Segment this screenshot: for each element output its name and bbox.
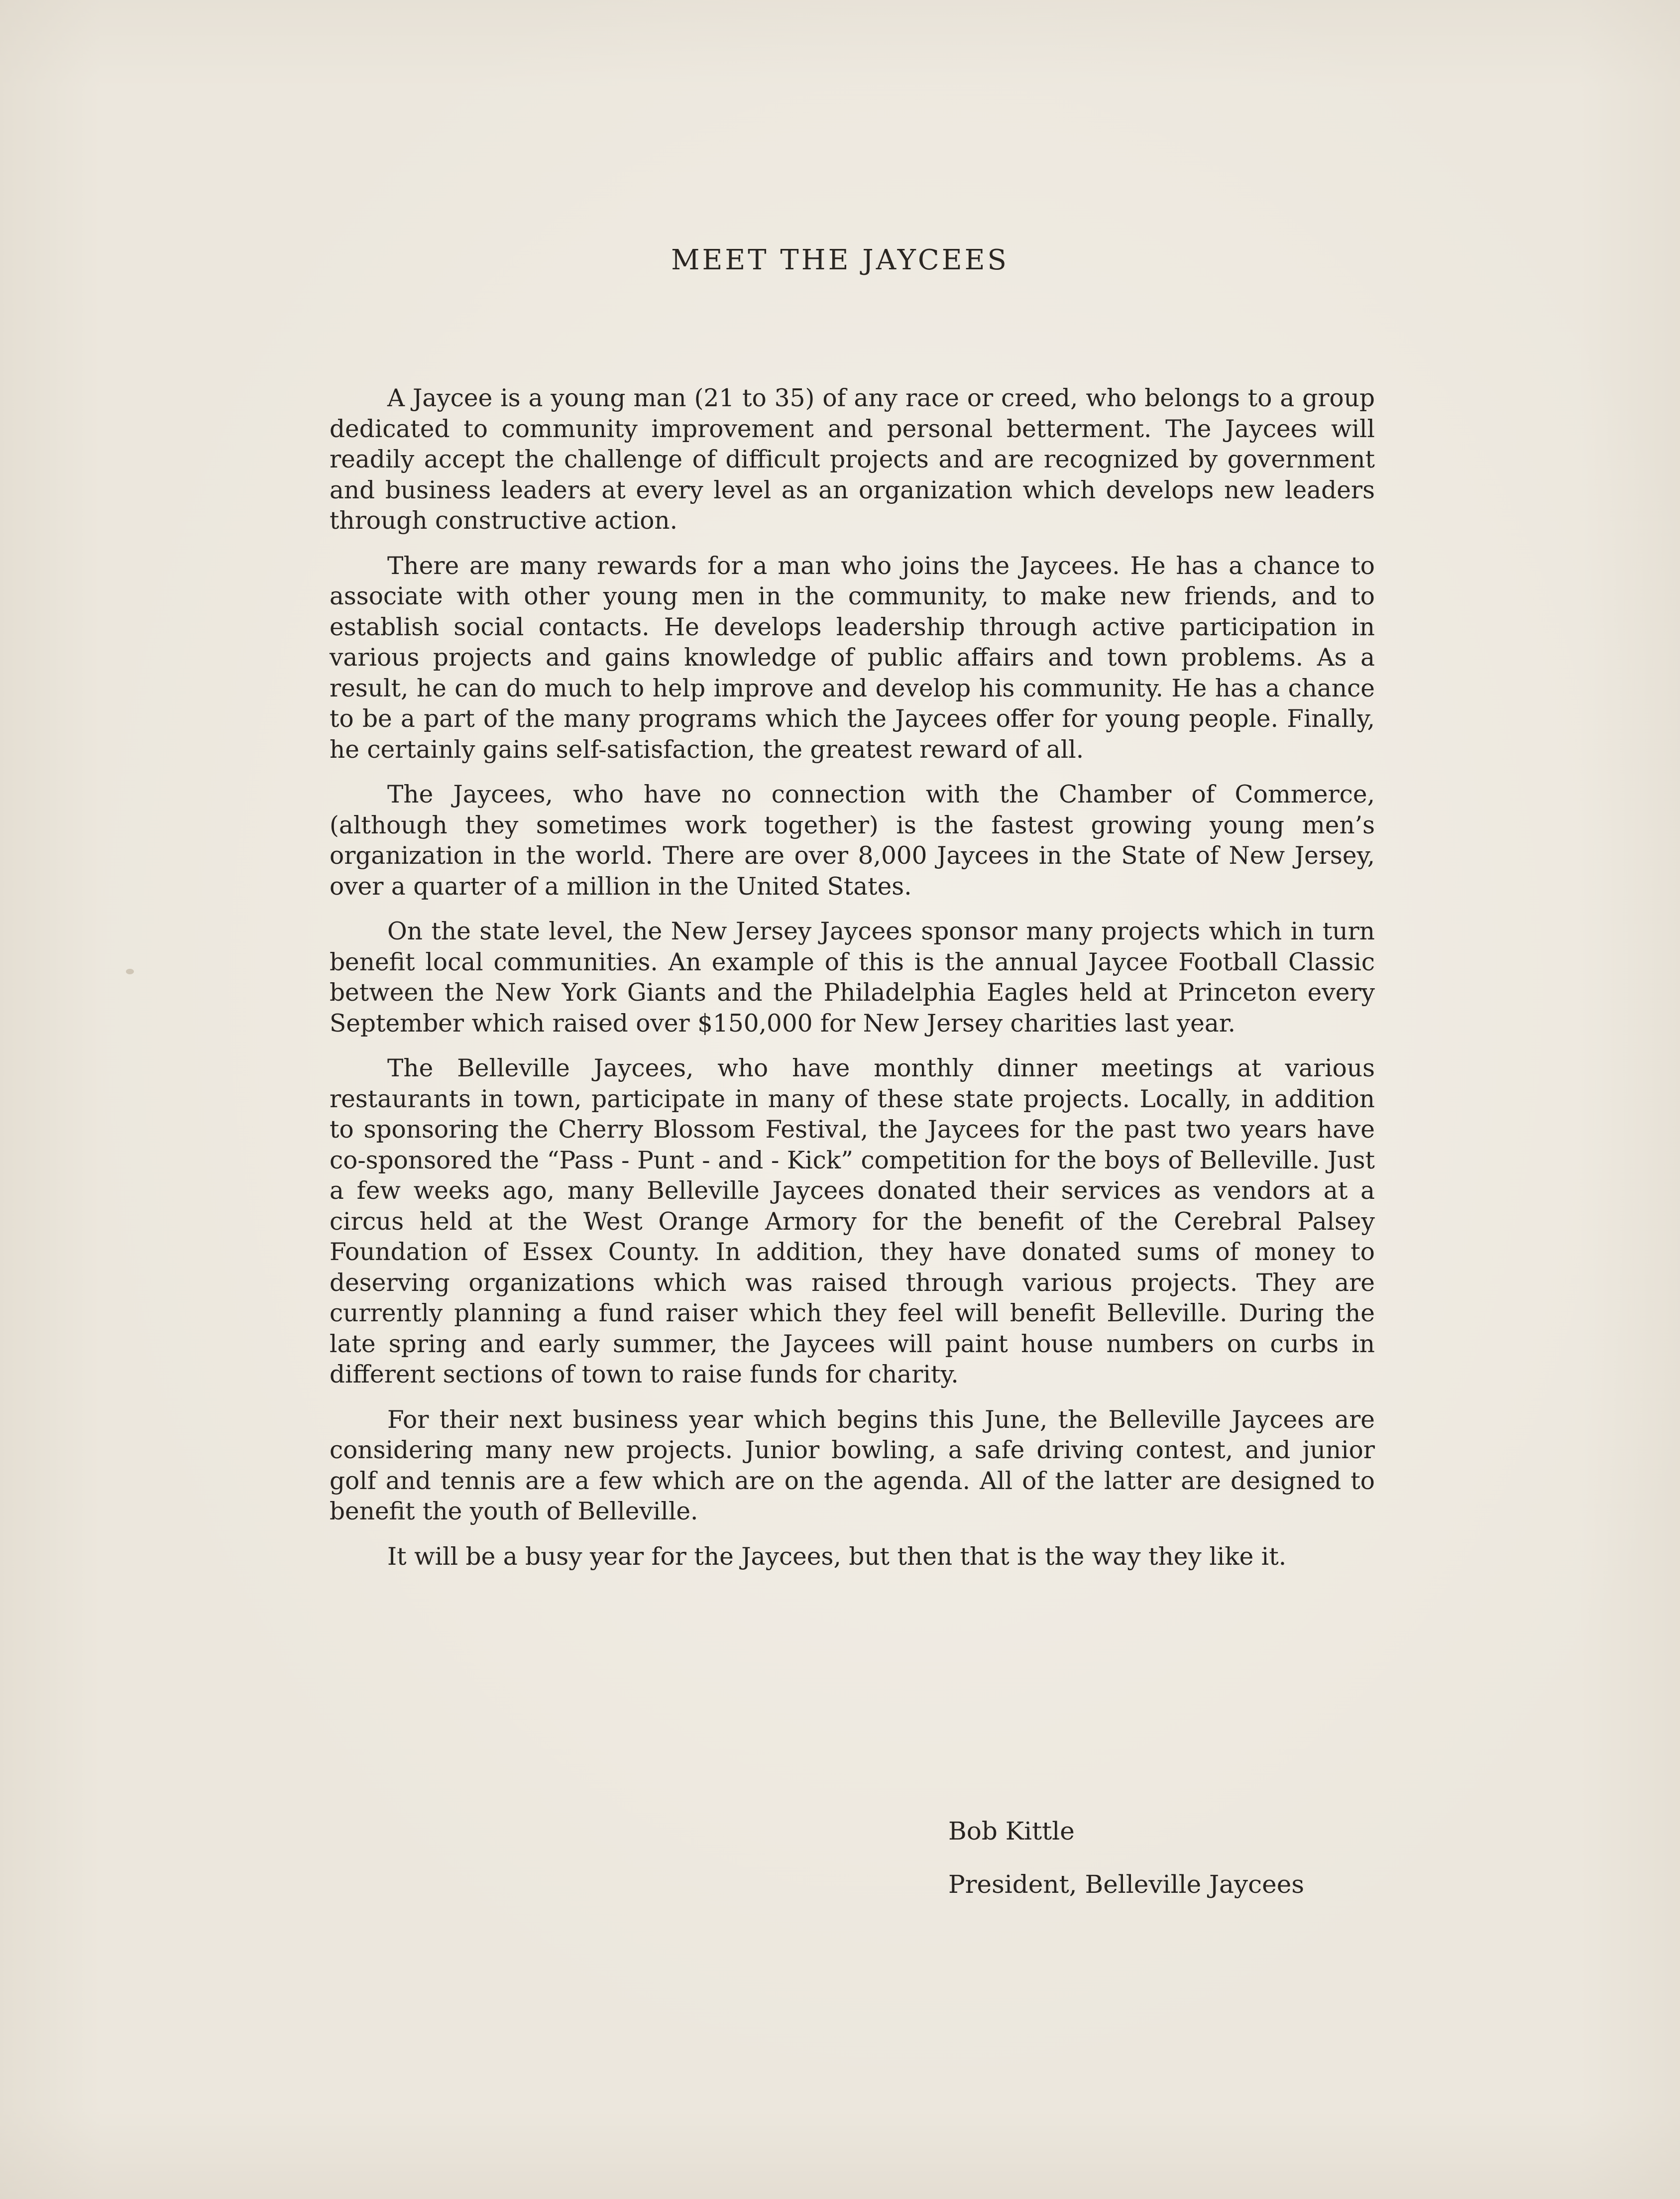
paper-speck [126,969,134,974]
document-body [330,383,1375,1587]
document-title: MEET THE JAYCEES [671,244,1009,276]
paragraph-state-level: On the state level, the New Jersey Jaycees sponsor many projects which in turn benefit local communities. An example of this is the annual Jaycee Football Classic between the New York Giants and the Philadelphia Eagles held at Princeton every September which raised over $150,000 for New Jersey charities last year. [330,918,1375,1038]
paragraph-belleville-jaycees: The Belleville Jaycees, who have monthly dinner meetings at various restaurants in town, participate in many of these state projects. Locally, in addition to sponsoring the Cherry Blossom Festival, the Jaycees for the past two years have co-sponsored the “Pass - Punt - and - Kick” competition for the boys of Belleville. Just a few weeks ago, many Belleville Jaycees donated their services as vendors at a circus held at the West Orange Armory for the benefit of the Cerebral Palsey Foundation of Essex County. In addition, they have donated sums of money to deserving organizations which was raised through various projects. They are currently planning a fund raiser which they feel will benefit Belleville. During the late spring and early summer, the Jaycees will paint house numbers on curbs in different sections of town to raise funds for charity. [330,1054,1375,1389]
paragraph-rewards: There are many rewards for a man who joins the Jaycees. He has a chance to associate with other young men in the community, to make new friends, and to establish social contacts. He develops leadership through active participation in various projects and gains knowledge of public affairs and town problems. As a result, he can do much to help improve and develop his community. He has a chance to be a part of the many programs which the Jaycees offer for young people. Finally, he certainly gains self-satisfaction, the greatest reward of all. [330,552,1375,764]
signature-role: President, Belleville Jaycees [948,1870,1305,1899]
paragraph-what-is-a-jaycee: A Jaycee is a young man (21 to 35) of any race or creed, who belongs to a group dedicated to community improvement and personal betterment. The Jaycees will readily accept the challenge of difficult projects and are recognized by government and business leaders at every level as an organization which develops new leaders through constructive action. [330,384,1375,535]
signature-name: Bob Kittle [948,1817,1075,1846]
signature-block [948,1805,1304,1911]
paragraph-closing: It will be a busy year for the Jaycees, but then that is the way they like it. [387,1542,1287,1571]
paragraph-organization: The Jaycees, who have no connection with the Chamber of Commerce, (although they sometimes work together) is the fastest growing young men’s organization in the world. There are over 8,000 Jaycees in the State of New Jersey, over a quarter of a million in the United States. [330,781,1375,901]
paragraph-next-year: For their next business year which begins this June, the Belleville Jaycees are considering many new projects. Junior bowling, a safe driving contest, and junior golf and tennis are a few which are on the agenda. All of the latter are designed to benefit the youth of Belleville. [330,1405,1375,1525]
